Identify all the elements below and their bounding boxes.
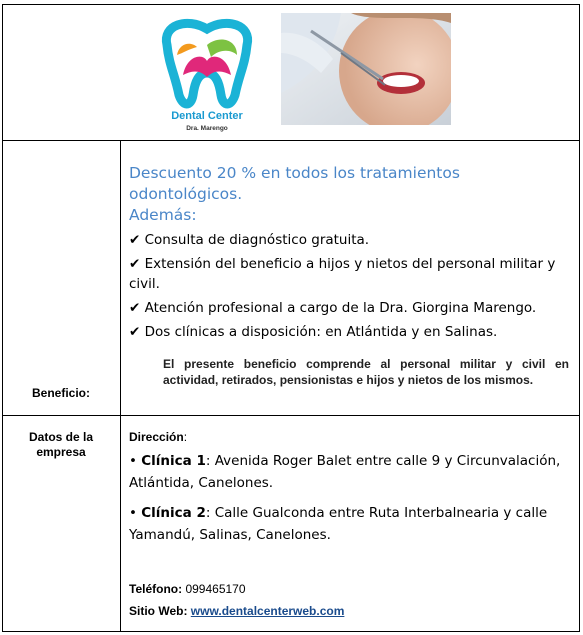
- benefit-item: [129, 322, 569, 342]
- benefit-note: El presente beneficio comprende al personal militar y civil en actividad, retirados, pensionistas e hijos y nietos de los mismos.: [163, 357, 569, 387]
- phone-line: [129, 582, 246, 596]
- benefit-label: Beneficio:: [31, 386, 90, 400]
- website-line: [129, 604, 344, 618]
- company-content: [129, 430, 569, 618]
- logo-brand-text: Dental Center: [171, 110, 243, 122]
- website-link[interactable]: www.dentalcenterweb.com: [190, 604, 345, 618]
- info-table: [2, 4, 580, 632]
- company-row: [3, 416, 579, 632]
- benefit-item: [129, 298, 569, 318]
- clinic-address: [129, 450, 569, 494]
- benefit-content: [129, 163, 569, 388]
- dental-patient-photo: [281, 13, 451, 125]
- phone-value: 099465170: [185, 582, 246, 596]
- tooth-logo-icon: [157, 15, 257, 133]
- phone-label: Teléfono:: [129, 582, 183, 596]
- check-icon: ✔: [129, 256, 141, 272]
- bullet-icon: •: [129, 505, 137, 521]
- benefit-item-text: Extensión del beneficio a hijos y nietos del personal militar y civil.: [129, 256, 556, 292]
- dental-center-logo: [157, 15, 257, 133]
- header-row: [3, 5, 579, 141]
- check-icon: ✔: [129, 232, 141, 248]
- benefit-subheadline: Además:: [129, 206, 197, 224]
- benefit-row: [3, 141, 579, 416]
- benefit-item-text: Dos clínicas a disposición: en Atlántida y en Salinas.: [144, 324, 498, 340]
- clinic-address-text: : Avenida Roger Balet entre calle 9 y Circunvalación, Atlántida, Canelones.: [129, 453, 561, 491]
- clinic-name: Clínica 2: [141, 505, 206, 521]
- clinic-address: [129, 502, 569, 546]
- benefit-item-text: Consulta de diagnóstico gratuita.: [144, 232, 370, 248]
- direccion-heading: [129, 430, 569, 444]
- benefit-headline: Descuento 20 % en todos los tratamientos odontológicos.: [129, 164, 460, 203]
- direccion-colon: :: [183, 430, 188, 444]
- check-icon: ✔: [129, 324, 141, 340]
- clinic-name: Clínica 1: [141, 453, 206, 469]
- bullet-icon: •: [129, 453, 137, 469]
- check-icon: ✔: [129, 300, 141, 316]
- clinic-address-text: : Calle Gualconda entre Ruta Interbalnearia y calle Yamandú, Salinas, Canelones.: [129, 505, 548, 543]
- benefit-item-text: Atención profesional a cargo de la Dra. Giorgina Marengo.: [144, 300, 537, 316]
- logo-subtitle-text: Dra. Marengo: [186, 125, 228, 132]
- benefit-item: [129, 254, 569, 294]
- benefit-item: [129, 230, 569, 250]
- direccion-label: Dirección: [129, 430, 184, 444]
- column-divider: [120, 141, 121, 632]
- website-label: Sitio Web:: [129, 604, 188, 618]
- company-label: Datos de la empresa: [28, 430, 94, 459]
